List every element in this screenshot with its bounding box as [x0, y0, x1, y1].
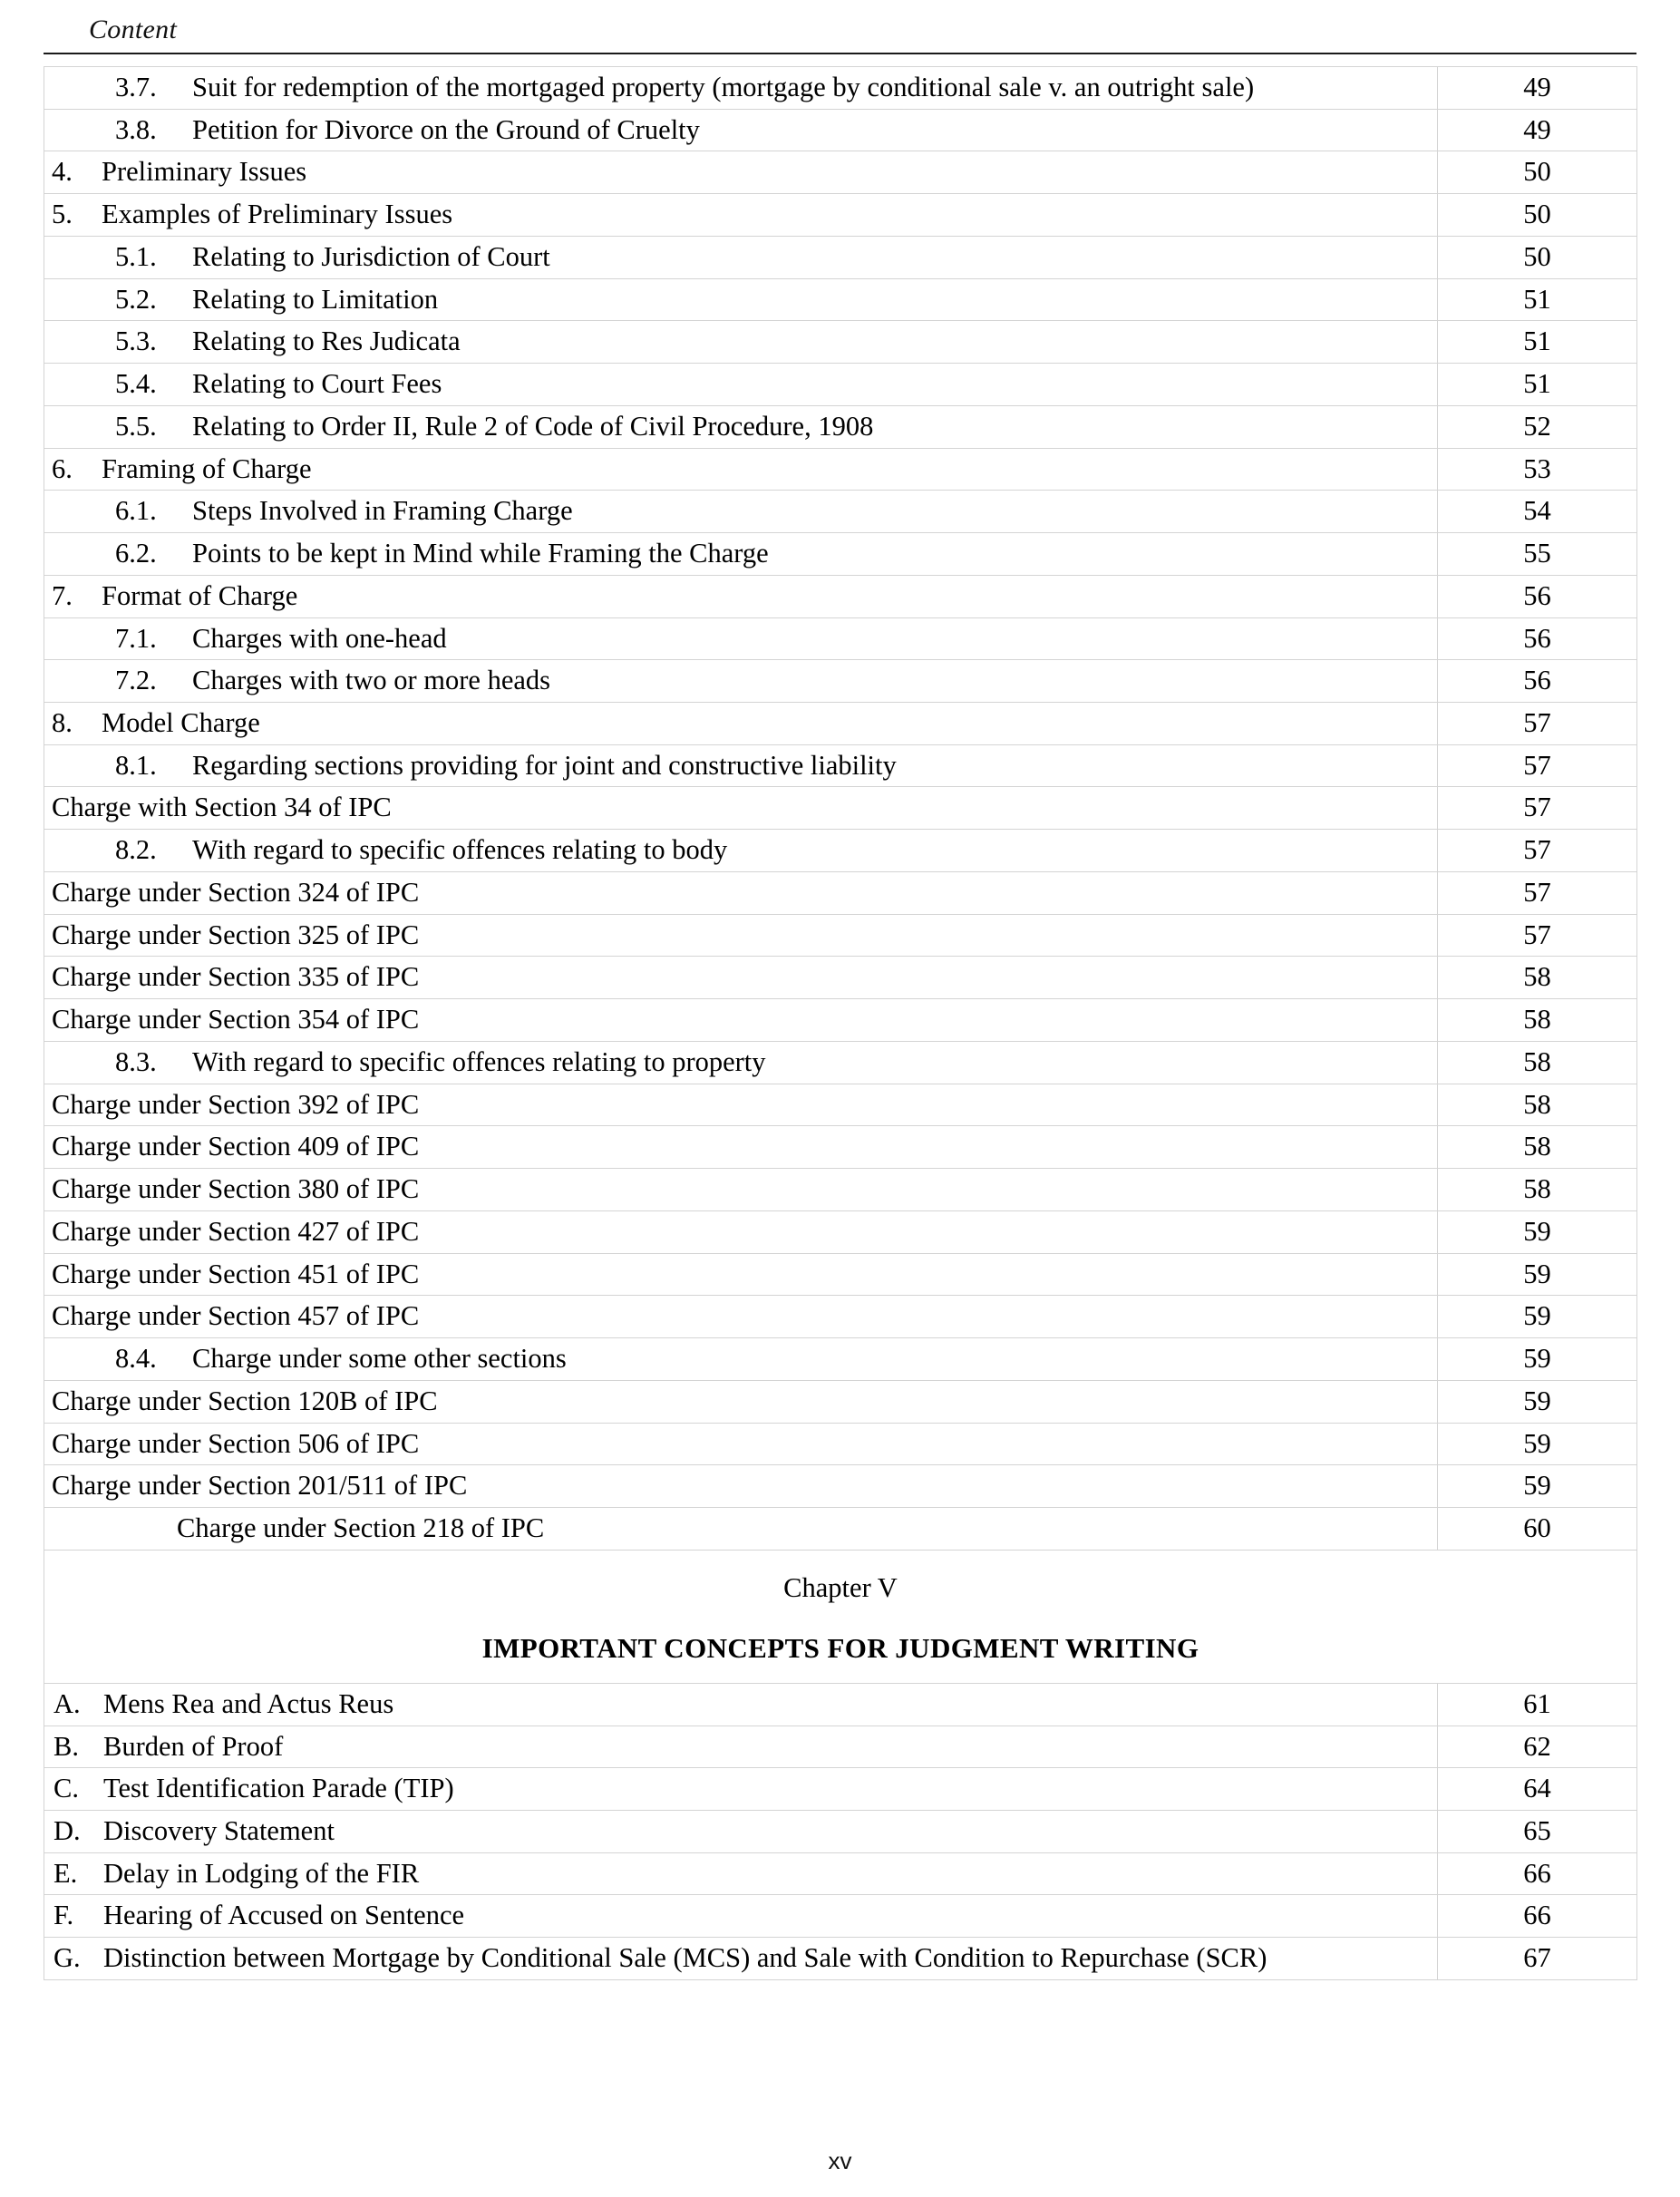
- table-row[interactable]: [44, 364, 1637, 406]
- toc-entry-number: F.: [53, 1900, 74, 1931]
- toc-entry: [44, 748, 1437, 783]
- toc-entry-label: Charge under Section 335 of IPC: [52, 961, 420, 993]
- toc-entry-title-cell: [44, 999, 1438, 1042]
- table-row[interactable]: [44, 1895, 1637, 1938]
- chapter-title: IMPORTANT CONCEPTS FOR JUDGMENT WRITING: [481, 1632, 1199, 1665]
- toc-entry-title-cell: [44, 491, 1438, 533]
- toc-entry-label: Charge under Section 120B of IPC: [52, 1385, 438, 1416]
- table-row[interactable]: [44, 236, 1637, 278]
- toc-entry-title-cell: [44, 1507, 1438, 1550]
- toc-entry-label: Model Charge: [102, 707, 260, 739]
- toc-entry-title-cell: [44, 364, 1438, 406]
- footer-page-number: xv: [828, 2147, 852, 2174]
- toc-entry-label: Steps Involved in Framing Charge: [192, 495, 573, 527]
- toc-entry: [44, 1729, 1437, 1764]
- toc-entry: [44, 1087, 1437, 1123]
- toc-entry-title-cell: [44, 533, 1438, 576]
- toc-entry: [44, 1426, 1437, 1462]
- toc-entry-label: Charge under Section 324 of IPC: [52, 876, 420, 908]
- toc-entry: [44, 154, 1437, 190]
- toc-entry-number: 5.: [52, 199, 73, 230]
- toc-entry-label: Charge under Section 457 of IPC: [52, 1300, 420, 1332]
- toc-entry-label: With regard to specific offences relating to property: [192, 1045, 766, 1077]
- toc-entry-title-cell: [44, 914, 1438, 957]
- toc-entry-label: With regard to specific offences relating to body: [192, 834, 728, 866]
- toc-entry: [44, 70, 1437, 105]
- toc-entry-number: 6.1.: [115, 495, 157, 527]
- toc-body: [44, 67, 1637, 1980]
- toc-entry-page-number: 56: [1438, 617, 1637, 660]
- toc-entry-number: 8.4.: [115, 1343, 157, 1375]
- toc-entry-page-number: 51: [1438, 364, 1637, 406]
- toc-entry-title-cell: [44, 1683, 1438, 1726]
- toc-entry-label: Charge under Section 325 of IPC: [52, 919, 420, 950]
- table-row[interactable]: [44, 1811, 1637, 1853]
- table-row[interactable]: [44, 617, 1637, 660]
- running-header-title: Content: [89, 15, 178, 44]
- toc-entry-label: Examples of Preliminary Issues: [102, 199, 453, 230]
- toc-entry-label: Charges with two or more heads: [192, 665, 551, 696]
- toc-entry: [44, 197, 1437, 232]
- toc-entry-title-cell: [44, 787, 1438, 830]
- toc-entry-title-cell: [44, 1380, 1438, 1423]
- toc-entry-title-cell: [44, 617, 1438, 660]
- chapter-heading-row: [44, 1550, 1637, 1683]
- toc-entry-title-cell: [44, 1084, 1438, 1126]
- toc-entry-label: Relating to Res Judicata: [192, 326, 461, 357]
- toc-entry-title-cell: [44, 703, 1438, 745]
- toc-entry: [44, 621, 1437, 656]
- toc-entry-title-cell: [44, 405, 1438, 448]
- toc-entry-title-cell: [44, 1726, 1438, 1768]
- toc-entry-title-cell: [44, 67, 1438, 110]
- toc-entry-title-cell: [44, 1296, 1438, 1338]
- toc-entry-page-number: 50: [1438, 151, 1637, 194]
- toc-entry-label: Relating to Order II, Rule 2 of Code of Civil Procedure, 1908: [192, 410, 874, 442]
- table-row[interactable]: [44, 533, 1637, 576]
- table-row[interactable]: [44, 660, 1637, 703]
- table-row[interactable]: [44, 1296, 1637, 1338]
- toc-entry-title-cell: [44, 1041, 1438, 1084]
- toc-entry: [44, 832, 1437, 868]
- table-row[interactable]: [44, 1852, 1637, 1895]
- toc-entry-page-number: 57: [1438, 703, 1637, 745]
- toc-entry-page-number: 60: [1438, 1507, 1637, 1550]
- toc-entry-number: 7.: [52, 579, 73, 611]
- toc-entry-title-cell: [44, 1768, 1438, 1811]
- toc-entry: [44, 1384, 1437, 1419]
- toc-entry-page-number: 59: [1438, 1253, 1637, 1296]
- toc-entry: [44, 1468, 1437, 1503]
- toc-entry: [44, 790, 1437, 825]
- toc-entry-label: Format of Charge: [102, 579, 298, 611]
- toc-entry-title-cell: [44, 957, 1438, 999]
- toc-entry-label: Charges with one-head: [192, 622, 447, 654]
- toc-entry-page-number: 53: [1438, 448, 1637, 491]
- table-row[interactable]: [44, 321, 1637, 364]
- toc-entry-title-cell: [44, 109, 1438, 151]
- table-row[interactable]: [44, 957, 1637, 999]
- toc-entry-page-number: 61: [1438, 1683, 1637, 1726]
- table-row[interactable]: [44, 151, 1637, 194]
- toc-entry-label: Petition for Divorce on the Ground of Cruelty: [192, 113, 700, 145]
- table-row[interactable]: [44, 491, 1637, 533]
- toc-entry-label: Charge under Section 380 of IPC: [52, 1173, 420, 1205]
- table-row[interactable]: [44, 1507, 1637, 1550]
- table-of-contents: [44, 66, 1637, 1980]
- toc-entry-title-cell: [44, 1811, 1438, 1853]
- toc-entry-title-cell: [44, 1169, 1438, 1211]
- chapter-label: Chapter V: [783, 1571, 898, 1603]
- toc-entry-page-number: 50: [1438, 236, 1637, 278]
- toc-entry: [44, 1341, 1437, 1376]
- toc-entry-number: 4.: [52, 156, 73, 188]
- toc-entry-label: Charge under Section 427 of IPC: [52, 1215, 420, 1247]
- toc-entry-page-number: 55: [1438, 533, 1637, 576]
- toc-entry-label: Hearing of Accused on Sentence: [103, 1900, 465, 1931]
- toc-entry-number: 8.: [52, 707, 73, 739]
- header-divider: [44, 53, 1636, 54]
- toc-entry-page-number: 58: [1438, 1126, 1637, 1169]
- running-header: [44, 0, 1636, 47]
- table-row[interactable]: [44, 448, 1637, 491]
- toc-entry-label: Regarding sections providing for joint and constructive liability: [192, 749, 897, 781]
- table-row[interactable]: [44, 1465, 1637, 1508]
- toc-entry-page-number: 54: [1438, 491, 1637, 533]
- toc-entry-page-number: 51: [1438, 278, 1637, 321]
- toc-entry-title-cell: [44, 575, 1438, 617]
- toc-entry-title-cell: [44, 830, 1438, 872]
- table-row[interactable]: [44, 1726, 1637, 1768]
- table-row[interactable]: [44, 999, 1637, 1042]
- toc-entry: [44, 239, 1437, 275]
- toc-entry-page-number: 57: [1438, 787, 1637, 830]
- toc-entry-number: 6.: [52, 452, 73, 484]
- toc-entry-number: 5.2.: [115, 283, 157, 315]
- toc-entry-number: G.: [53, 1942, 81, 1974]
- toc-entry-label: Points to be kept in Mind while Framing the Charge: [192, 538, 769, 569]
- toc-entry-page-number: 58: [1438, 1041, 1637, 1084]
- toc-entry-page-number: 59: [1438, 1210, 1637, 1253]
- toc-entry-label: Mens Rea and Actus Reus: [103, 1687, 394, 1719]
- toc-entry-number: 5.5.: [115, 410, 157, 442]
- table-row[interactable]: [44, 278, 1637, 321]
- toc-entry-label: Distinction between Mortgage by Conditional Sale (MCS) and Sale with Condition to Repurchase (SCR): [103, 1942, 1267, 1974]
- toc-entry-label: Suit for redemption of the mortgaged property (mortgage by conditional sale v. an outright sale): [192, 72, 1255, 102]
- toc-entry: [44, 493, 1437, 529]
- toc-entry: [44, 875, 1437, 910]
- toc-entry-title-cell: [44, 1338, 1438, 1381]
- toc-entry-label: Relating to Jurisdiction of Court: [192, 240, 550, 272]
- toc-entry-page-number: 58: [1438, 957, 1637, 999]
- toc-entry: [44, 282, 1437, 317]
- toc-entry: [44, 1171, 1437, 1207]
- toc-entry-page-number: 58: [1438, 1084, 1637, 1126]
- toc-entry-label: Charge under some other sections: [192, 1343, 567, 1375]
- toc-entry-page-number: 51: [1438, 321, 1637, 364]
- toc-entry-label: Charge under Section 354 of IPC: [52, 1004, 420, 1035]
- toc-entry-label: Charge under Section 392 of IPC: [52, 1088, 420, 1120]
- toc-entry-label: Preliminary Issues: [102, 156, 307, 188]
- toc-entry: [44, 1002, 1437, 1037]
- table-row[interactable]: [44, 871, 1637, 914]
- table-row[interactable]: [44, 1210, 1637, 1253]
- toc-entry-page-number: 57: [1438, 830, 1637, 872]
- toc-entry-page-number: 50: [1438, 194, 1637, 237]
- table-row[interactable]: [44, 194, 1637, 237]
- toc-entry-number: 3.7.: [115, 72, 157, 102]
- table-row[interactable]: [44, 1938, 1637, 1980]
- toc-entry-title-cell: [44, 871, 1438, 914]
- table-row[interactable]: [44, 1683, 1637, 1726]
- toc-entry-label: Charge under Section 218 of IPC: [177, 1512, 545, 1543]
- toc-entry: [44, 409, 1437, 444]
- table-row[interactable]: [44, 787, 1637, 830]
- toc-entry-page-number: 56: [1438, 575, 1637, 617]
- toc-entry-label: Relating to Limitation: [192, 283, 439, 315]
- toc-entry-page-number: 67: [1438, 1938, 1637, 1980]
- toc-entry-page-number: 49: [1438, 67, 1637, 110]
- toc-entry-page-number: 66: [1438, 1852, 1637, 1895]
- toc-entry-page-number: 65: [1438, 1811, 1637, 1853]
- toc-entry-page-number: 57: [1438, 914, 1637, 957]
- toc-entry: [44, 1298, 1437, 1334]
- toc-entry: [44, 1045, 1437, 1080]
- toc-entry-page-number: 57: [1438, 871, 1637, 914]
- toc-entry-number: 8.1.: [115, 749, 157, 781]
- toc-entry-title-cell: [44, 660, 1438, 703]
- toc-entry-page-number: 59: [1438, 1296, 1637, 1338]
- toc-entry: [44, 1257, 1437, 1292]
- toc-entry: [44, 1898, 1437, 1933]
- toc-entry-title-cell: [44, 1423, 1438, 1465]
- toc-entry: [44, 1687, 1437, 1722]
- table-row[interactable]: [44, 1338, 1637, 1381]
- toc-entry-title-cell: [44, 278, 1438, 321]
- toc-entry-label: Charge under Section 201/511 of IPC: [52, 1470, 468, 1502]
- toc-entry-title-cell: [44, 448, 1438, 491]
- chapter-heading-cell: [44, 1550, 1637, 1683]
- toc-entry-label: Test Identification Parade (TIP): [103, 1773, 454, 1804]
- toc-entry-label: Burden of Proof: [103, 1730, 284, 1762]
- table-row[interactable]: [44, 1768, 1637, 1811]
- toc-entry-title-cell: [44, 1210, 1438, 1253]
- toc-entry-page-number: 59: [1438, 1338, 1637, 1381]
- toc-entry: [44, 112, 1437, 148]
- table-row[interactable]: [44, 1084, 1637, 1126]
- toc-entry-title-cell: [44, 1938, 1438, 1980]
- toc-entry-number: 8.2.: [115, 834, 157, 866]
- table-row[interactable]: [44, 575, 1637, 617]
- toc-entry: [44, 705, 1437, 741]
- toc-entry-page-number: 56: [1438, 660, 1637, 703]
- toc-entry-number: 5.3.: [115, 326, 157, 357]
- toc-entry: [44, 578, 1437, 614]
- table-row[interactable]: [44, 1126, 1637, 1169]
- toc-entry-page-number: 66: [1438, 1895, 1637, 1938]
- toc-entry-title-cell: [44, 321, 1438, 364]
- toc-entry-title-cell: [44, 194, 1438, 237]
- table-row[interactable]: [44, 1041, 1637, 1084]
- page-footer: [0, 2147, 1680, 2175]
- table-row[interactable]: [44, 744, 1637, 787]
- toc-entry-number: 6.2.: [115, 538, 157, 569]
- table-row[interactable]: [44, 703, 1637, 745]
- toc-entry-number: 7.2.: [115, 665, 157, 696]
- toc-entry: [44, 324, 1437, 359]
- toc-entry-page-number: 62: [1438, 1726, 1637, 1768]
- toc-entry-number: A.: [53, 1687, 81, 1719]
- toc-entry: [44, 1940, 1437, 1976]
- table-row[interactable]: [44, 1380, 1637, 1423]
- toc-entry-number: E.: [53, 1857, 78, 1889]
- toc-entry-label: Charge with Section 34 of IPC: [52, 792, 392, 823]
- toc-entry: [44, 1214, 1437, 1249]
- toc-entry: [44, 1129, 1437, 1164]
- toc-entry-page-number: 58: [1438, 999, 1637, 1042]
- toc-entry-number: B.: [53, 1730, 79, 1762]
- toc-entry-page-number: 59: [1438, 1423, 1637, 1465]
- table-row[interactable]: [44, 830, 1637, 872]
- table-row[interactable]: [44, 1169, 1637, 1211]
- toc-entry-title-cell: [44, 1465, 1438, 1508]
- toc-entry-number: 7.1.: [115, 622, 157, 654]
- toc-entry: [44, 959, 1437, 995]
- toc-entry-title-cell: [44, 1253, 1438, 1296]
- toc-entry-title-cell: [44, 1895, 1438, 1938]
- toc-entry-number: 5.4.: [115, 368, 157, 400]
- toc-entry-label: Relating to Court Fees: [192, 368, 442, 400]
- toc-entry: [44, 452, 1437, 487]
- toc-entry-page-number: 57: [1438, 744, 1637, 787]
- toc-entry-title-cell: [44, 151, 1438, 194]
- toc-entry-title-cell: [44, 1852, 1438, 1895]
- toc-entry-label: Delay in Lodging of the FIR: [103, 1857, 420, 1889]
- toc-entry-number: 3.8.: [115, 113, 157, 145]
- toc-entry: [44, 536, 1437, 571]
- toc-entry: [44, 1856, 1437, 1891]
- toc-entry-title-cell: [44, 236, 1438, 278]
- toc-entry-label: Framing of Charge: [102, 452, 312, 484]
- toc-entry-title-cell: [44, 744, 1438, 787]
- toc-entry-page-number: 59: [1438, 1465, 1637, 1508]
- toc-entry-number: D.: [53, 1815, 81, 1846]
- toc-entry-title-cell: [44, 1126, 1438, 1169]
- toc-entry-label: Charge under Section 506 of IPC: [52, 1427, 420, 1459]
- table-row[interactable]: [44, 1423, 1637, 1465]
- toc-entry-number: 5.1.: [115, 240, 157, 272]
- toc-entry: [44, 1511, 1437, 1546]
- table-row[interactable]: [44, 67, 1637, 110]
- table-row[interactable]: [44, 109, 1637, 151]
- toc-entry: [44, 1813, 1437, 1849]
- toc-entry: [44, 918, 1437, 953]
- toc-entry-page-number: 52: [1438, 405, 1637, 448]
- table-row[interactable]: [44, 405, 1637, 448]
- toc-entry: [44, 1771, 1437, 1806]
- toc-entry-page-number: 59: [1438, 1380, 1637, 1423]
- table-row[interactable]: [44, 914, 1637, 957]
- toc-entry: [44, 663, 1437, 698]
- table-row[interactable]: [44, 1253, 1637, 1296]
- toc-entry-label: Charge under Section 451 of IPC: [52, 1258, 420, 1289]
- toc-entry: [44, 366, 1437, 402]
- toc-entry-label: Charge under Section 409 of IPC: [52, 1131, 420, 1162]
- toc-entry-number: C.: [53, 1773, 79, 1804]
- toc-entry-number: 8.3.: [115, 1045, 157, 1077]
- toc-entry-page-number: 58: [1438, 1169, 1637, 1211]
- toc-entry-label: Discovery Statement: [103, 1815, 335, 1846]
- toc-entry-page-number: 49: [1438, 109, 1637, 151]
- toc-entry-page-number: 64: [1438, 1768, 1637, 1811]
